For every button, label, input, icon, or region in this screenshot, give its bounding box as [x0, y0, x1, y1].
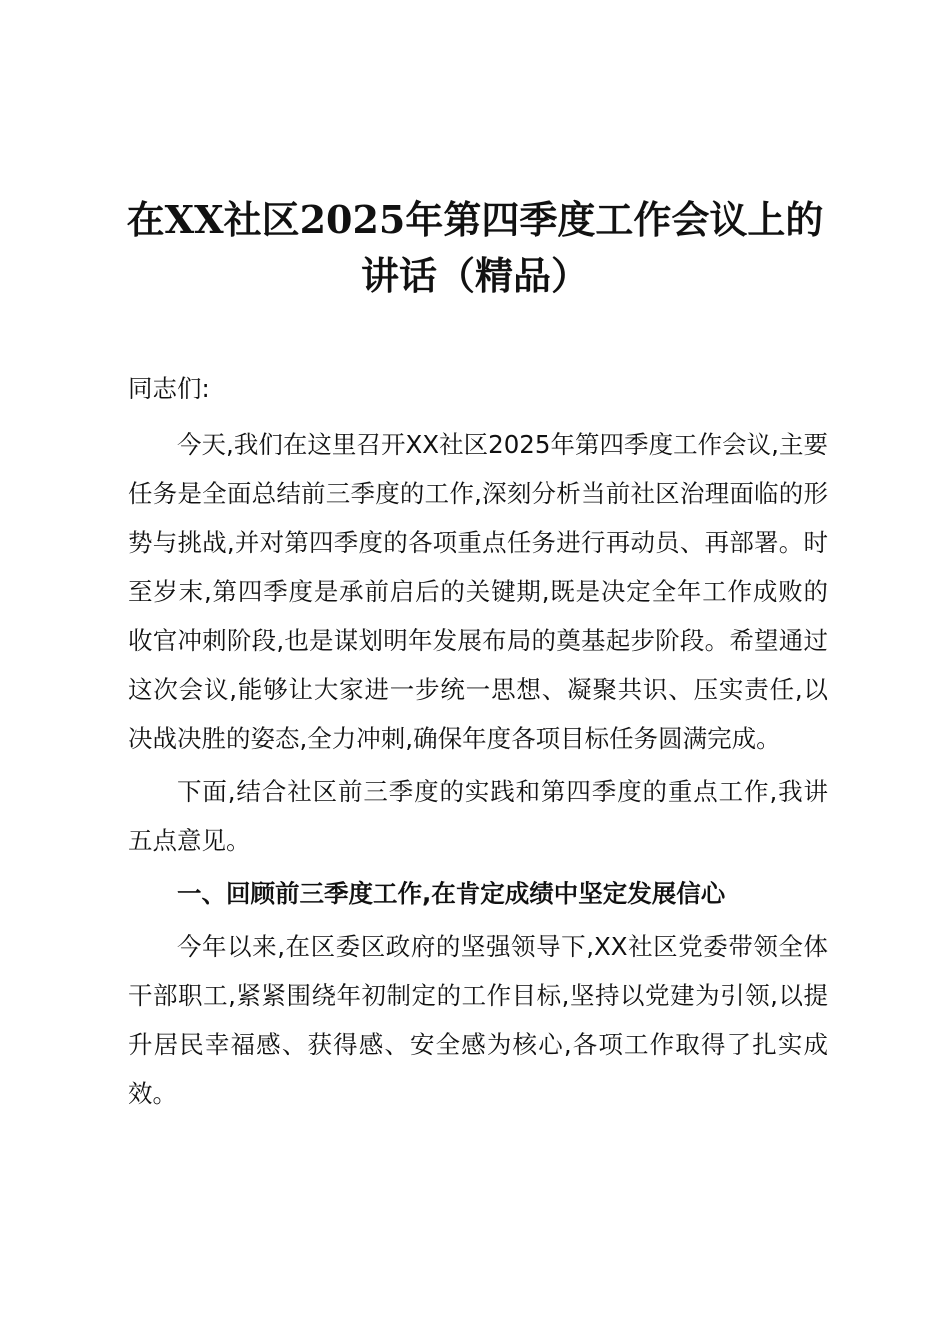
document-title: 在XX社区2025年第四季度工作会议上的讲话（精品） — [126, 197, 824, 298]
section-paragraph: 今年以来,在区委区政府的坚强领导下,XX社区党委带领全体干部职工,紧紧围绕年初制定的工作目标,坚持以党建为引领,以提升居民幸福感、获得感、安全感为核心,各项工作取得了扎实成效。 — [128, 932, 828, 1108]
paragraph-outline: 下面,结合社区前三季度的实践和第四季度的重点工作,我讲五点意见。 — [128, 777, 828, 855]
greeting: 同志们: — [128, 374, 210, 403]
document-body — [128, 364, 828, 1122]
section-heading: 一、回顾前三季度工作,在肯定成绩中坚定发展信心 — [177, 879, 726, 908]
paragraph-intro: 今天,我们在这里召开XX社区2025年第四季度工作会议,主要任务是全面总结前三季度的工作,深刻分析当前社区治理面临的形势与挑战,并对第四季度的各项重点任务进行再动员、再部署。时至岁末,第四季度是承前启后的关键期,既是决定全年工作成败的收官冲刺阶段,也是谋划明年发展布局的奠基起步阶段。希望通过这次会议,能够让大家进一步统一思想、凝聚共识、压实责任,以决战决胜的姿态,全力冲刺,确保年度各项目标任务圆满完成。 — [128, 430, 828, 753]
